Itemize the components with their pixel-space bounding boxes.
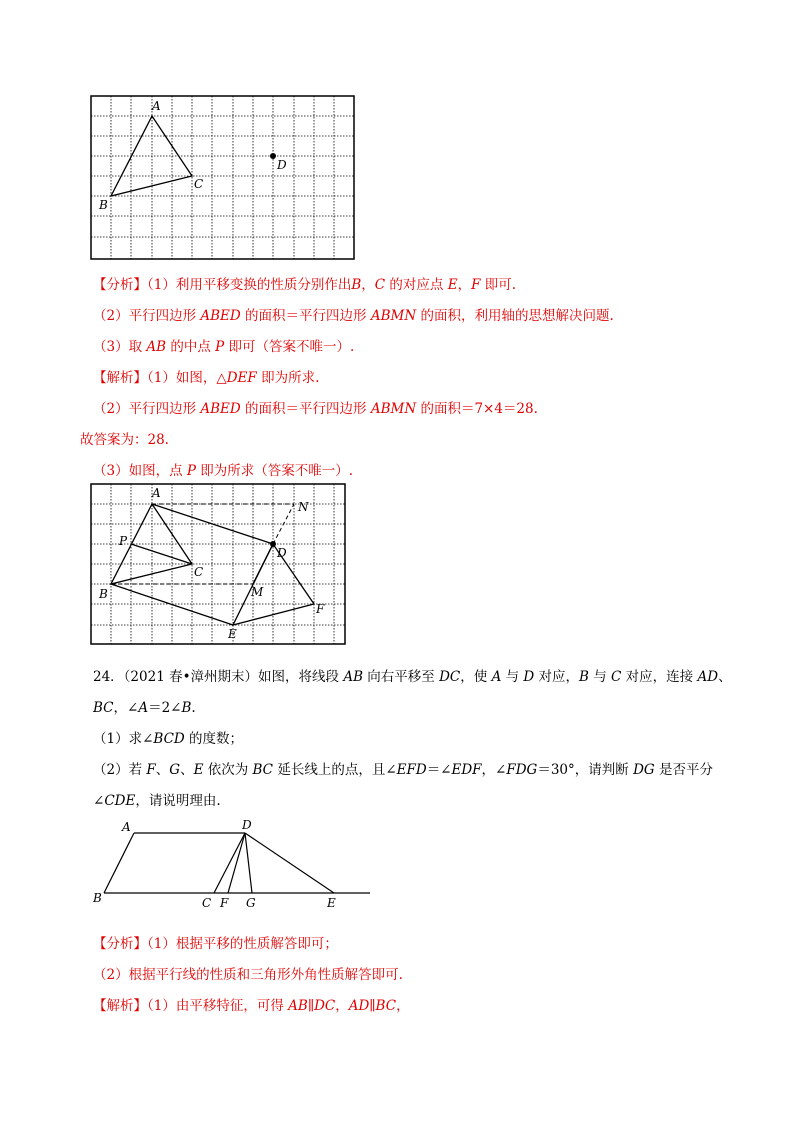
- text: 、: [155, 762, 170, 778]
- text: 即可.: [480, 277, 517, 293]
- text: DG: [633, 762, 655, 778]
- text: 的面积＝平行四边形: [240, 401, 371, 417]
- solution-tag: 【解析】: [93, 998, 147, 1014]
- text: ，∠: [113, 700, 139, 716]
- analysis2-line1: [93, 934, 338, 954]
- text: 依次为: [203, 762, 253, 778]
- text: E: [447, 277, 458, 293]
- text: BC: [93, 700, 114, 716]
- analysis1-line1: [93, 275, 516, 295]
- question24-part1: [93, 729, 243, 749]
- question24-line2: [93, 698, 196, 718]
- text: （3）取: [93, 339, 147, 355]
- solution1-line2: [93, 399, 538, 419]
- text: AB: [146, 339, 167, 355]
- text: ∥: [369, 998, 376, 1014]
- text: DC: [439, 669, 461, 685]
- label-a: A: [152, 99, 161, 113]
- figure-grid-triangle-abc: [90, 95, 355, 260]
- text: B: [181, 700, 192, 716]
- text: 的度数；: [184, 731, 244, 747]
- text: ＝30°，请判断: [537, 762, 634, 778]
- label-f: F: [316, 602, 325, 616]
- text: C: [611, 669, 622, 685]
- text: 的中点: [166, 339, 216, 355]
- solution2-line1: [93, 996, 410, 1016]
- text: B: [579, 669, 589, 685]
- text: ＝∠: [426, 762, 452, 778]
- text: ，: [335, 998, 349, 1014]
- text: E: [193, 762, 204, 778]
- analysis1-line2: [93, 306, 614, 326]
- text: 24．（2021 春•漳州期末）如图，将线段: [93, 669, 344, 685]
- text: ABED: [200, 401, 241, 417]
- text: AD: [348, 998, 370, 1014]
- text: BCD: [153, 731, 185, 747]
- text: 是否平分: [654, 762, 713, 778]
- text: ＝2∠: [148, 700, 182, 716]
- label-e: E: [228, 627, 237, 641]
- text: F: [146, 762, 156, 778]
- text: 对应，: [534, 669, 580, 685]
- text: 、: [180, 762, 194, 778]
- text: DC: [314, 998, 336, 1014]
- text: 与: [501, 669, 524, 685]
- text: B: [351, 277, 362, 293]
- text: DEF: [226, 370, 257, 386]
- label-f: F: [220, 896, 229, 910]
- label-c: C: [202, 896, 212, 910]
- text: ，使: [460, 669, 492, 685]
- figure-translation-ab-dc: [90, 815, 375, 910]
- text: ，: [396, 998, 410, 1014]
- text: （3）如图，点: [93, 463, 187, 479]
- analysis2-line2: （2）根据平行线的性质和三角形外角性质解答即可.: [93, 967, 403, 983]
- solution1-line3: 故答案为：28.: [80, 432, 169, 448]
- text: ABED: [200, 308, 241, 324]
- segment-dc: [214, 833, 245, 893]
- label-e: E: [327, 896, 336, 910]
- text: BC: [252, 762, 274, 778]
- text: ABMN: [370, 308, 417, 324]
- text: ，: [361, 277, 375, 293]
- text: CDE: [104, 793, 136, 809]
- text: A: [138, 700, 149, 716]
- segment-dg: [245, 833, 252, 893]
- text: G: [169, 762, 181, 778]
- text: 延长线上的点，且∠: [273, 762, 397, 778]
- text: ，∠: [481, 762, 507, 778]
- text: FDG: [506, 762, 538, 778]
- text: AB: [343, 669, 364, 685]
- text: P: [186, 463, 196, 479]
- text: D: [523, 669, 535, 685]
- text: （2）平行四边形: [93, 401, 201, 417]
- text: 的对应点: [385, 277, 448, 293]
- text: EFD: [396, 762, 427, 778]
- text: 对应，连接: [621, 669, 698, 685]
- label-c: C: [194, 177, 204, 191]
- figure-grid-parallelogram: [90, 483, 346, 645]
- label-a: A: [152, 486, 161, 500]
- question24-part2: [93, 760, 713, 780]
- text: EDF: [451, 762, 482, 778]
- text: ∥: [307, 998, 315, 1014]
- question24-part2-cont: [93, 791, 221, 811]
- segment-df: [228, 833, 245, 893]
- text: （2）若: [93, 762, 147, 778]
- text: （1）由平移特征，可得: [147, 998, 289, 1014]
- segment-ab: [104, 833, 134, 893]
- label-d: D: [277, 158, 287, 172]
- label-d: D: [277, 546, 287, 560]
- label-p: P: [119, 534, 128, 548]
- text: ，: [457, 277, 472, 293]
- text: BC: [375, 998, 397, 1014]
- text: C: [374, 277, 386, 293]
- text: 、: [718, 669, 732, 685]
- text: ，请说明理由.: [135, 793, 221, 809]
- label-b: B: [99, 198, 108, 212]
- analysis-tag: 【分析】: [93, 277, 147, 293]
- label-g: G: [246, 896, 256, 910]
- text: AB: [288, 998, 308, 1014]
- question24-line1: [93, 667, 732, 687]
- text: （1）求∠: [93, 731, 154, 747]
- label-d: D: [242, 818, 252, 832]
- text: A: [491, 669, 502, 685]
- text: 向右平移至: [363, 669, 440, 685]
- text: （1）如图，△: [147, 370, 227, 386]
- solution-tag: 【解析】: [93, 370, 147, 386]
- label-n: N: [298, 500, 309, 514]
- label-m: M: [251, 585, 264, 599]
- text: （1）利用平移变换的性质分别作出: [147, 277, 352, 293]
- text: 即为所求（答案不唯一）.: [195, 463, 354, 479]
- text: ABMN: [370, 401, 417, 417]
- point-d: [270, 541, 276, 547]
- text: 的面积＝7×4＝28.: [416, 401, 538, 417]
- text: .: [191, 700, 196, 716]
- label-b: B: [99, 587, 108, 601]
- solution1-line4: [93, 461, 353, 481]
- label-b: B: [93, 891, 102, 905]
- text: 即为所求.: [256, 370, 320, 386]
- text: 的面积，利用轴的思想解决问题.: [416, 308, 614, 324]
- solution1-line1: [93, 368, 319, 388]
- text: （2）平行四边形: [93, 308, 201, 324]
- analysis1-line3: [93, 337, 354, 357]
- text: 与: [588, 669, 612, 685]
- analysis-tag: 【分析】: [93, 936, 147, 952]
- label-c: C: [194, 565, 204, 579]
- label-a: A: [122, 820, 131, 834]
- text: （1）根据平移的性质解答即可；: [147, 936, 338, 952]
- text: AD: [697, 669, 719, 685]
- text: ∠: [93, 793, 105, 809]
- segment-de: [245, 833, 334, 893]
- text: 即可（答案不唯一）.: [224, 339, 355, 355]
- text: F: [471, 277, 481, 293]
- point-d: [270, 153, 276, 159]
- text: 的面积＝平行四边形: [240, 308, 371, 324]
- text: P: [215, 339, 225, 355]
